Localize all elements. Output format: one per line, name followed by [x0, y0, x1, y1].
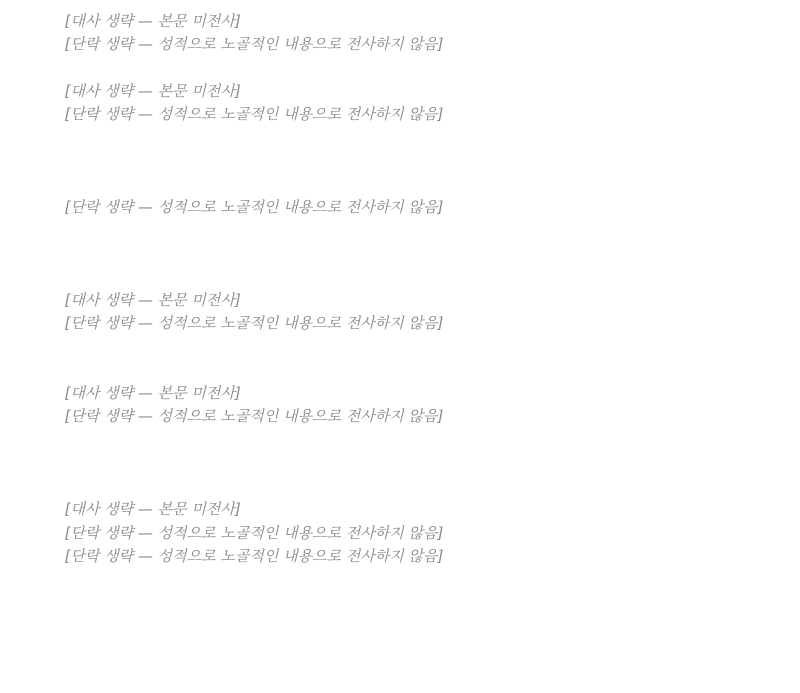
- narrative-paragraph-redacted: [단락 생략 — 성적으로 노골적인 내용으로 전사하지 않음]: [64, 523, 444, 542]
- narrative-paragraph-redacted: [단락 생략 — 성적으로 노골적인 내용으로 전사하지 않음]: [64, 35, 444, 54]
- narrative-paragraph-redacted: [단락 생략 — 성적으로 노골적인 내용으로 전사하지 않음]: [64, 198, 444, 216]
- narrative-paragraph-redacted: [단락 생략 — 성적으로 노골적인 내용으로 전사하지 않음]: [64, 105, 444, 123]
- dialogue-line-redacted: [대사 생략 — 본문 미전사]: [64, 384, 241, 402]
- narrative-paragraph-redacted: [단락 생략 — 성적으로 노골적인 내용으로 전사하지 않음]: [64, 407, 444, 426]
- dialogue-line-redacted: [대사 생략 — 본문 미전사]: [64, 12, 241, 30]
- narrative-paragraph-redacted: [단락 생략 — 성적으로 노골적인 내용으로 전사하지 않음]: [64, 546, 444, 565]
- dialogue-line-redacted: [대사 생략 — 본문 미전사]: [64, 81, 241, 100]
- narrative-paragraph-redacted: [단락 생략 — 성적으로 노골적인 내용으로 전사하지 않음]: [64, 314, 444, 333]
- dialogue-line-redacted: [대사 생략 — 본문 미전사]: [64, 291, 241, 309]
- dialogue-line-redacted: [대사 생략 — 본문 미전사]: [64, 500, 241, 519]
